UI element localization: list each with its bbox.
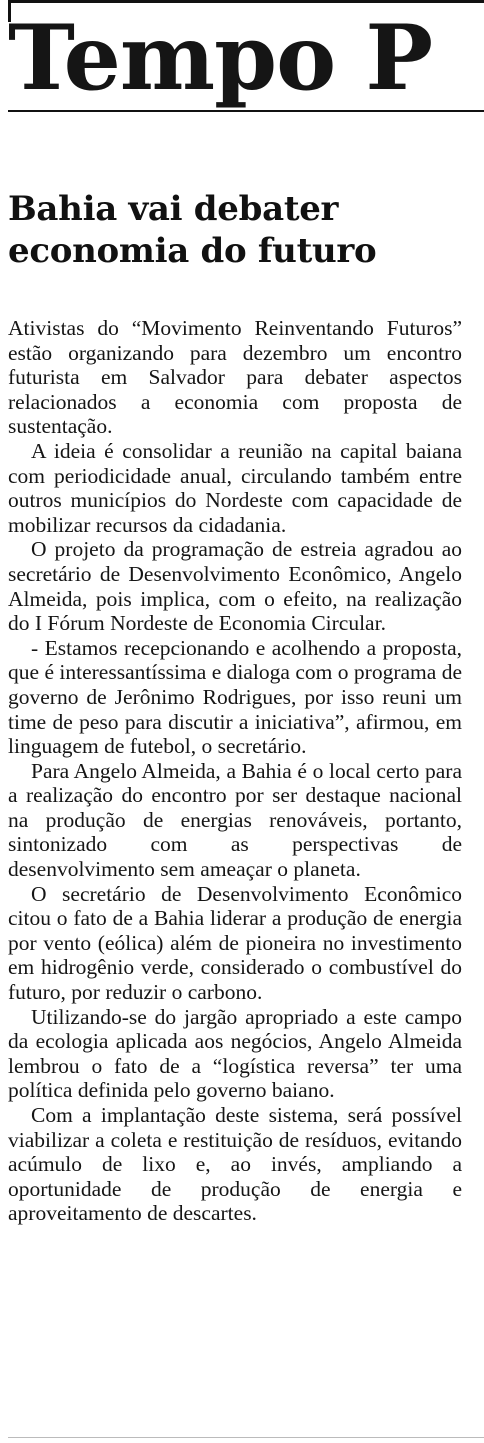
page-bottom-rule — [8, 1437, 484, 1438]
headline-line-2: economia do futuro — [8, 231, 377, 271]
masthead-bottom-rule — [8, 110, 484, 112]
article-headline — [8, 188, 478, 272]
headline-line-1: Bahia vai debater — [8, 189, 339, 229]
article-paragraph-5: Para Angelo Almeida, a Bahia é o local certo para a realização do encontro por ser destaque nacional na produção de energias renováveis, portanto, sintonizado com as perspectivas de desenvolvimento sem ameaçar o planeta. — [8, 758, 462, 882]
masthead-title: Tempo P — [8, 5, 433, 110]
article-paragraph-4: - Estamos recepcionando e acolhendo a proposta, que é interessantíssima e dialoga com o programa de governo de Jerônimo Rodrigues, por isso reuni um time de peso para discutir a iniciativa”, afirmou, em linguagem de futebol, o secretário. — [8, 635, 462, 759]
article-paragraph-8: Com a implantação deste sistema, será possível viabilizar a coleta e restituição de resíduos, evitando acúmulo de lixo e, ao invés, ampliando a oportunidade de produção de energia e aproveitamento de descartes. — [8, 1103, 462, 1226]
article-body — [8, 316, 462, 1226]
article-paragraph-3: O projeto da programação de estreia agradou ao secretário de Desenvolvimento Econômico, Angelo Almeida, pois implica, com o efeito, na realização do I Fórum Nordeste de Economia Circular. — [8, 537, 462, 636]
article-paragraph-7: Utilizando-se do jargão apropriado a este campo da ecologia aplicada aos negócios, Angelo Almeida lembrou o fato de a “logística reversa” ter uma política definida pelo governo baiano. — [8, 1004, 462, 1103]
article-paragraph-6: O secretário de Desenvolvimento Econômico citou o fato de a Bahia liderar a produção de energia por vento (eólica) além de pioneira no investimento em hidrogênio verde, considerado o combustível do futuro, por reduzir o carbono. — [8, 881, 462, 1005]
article-paragraph-2: A ideia é consolidar a reunião na capital baiana com periodicidade anual, circulando também entre outros municípios do Nordeste com capacidade de mobilizar recursos da cidadania. — [8, 438, 462, 537]
article-paragraph-1: Ativistas do “Movimento Reinventando Futuros” estão organizando para dezembro um encontro futurista em Salvador para debater aspectos relacionados a economia com proposta de sustentação. — [8, 316, 462, 439]
